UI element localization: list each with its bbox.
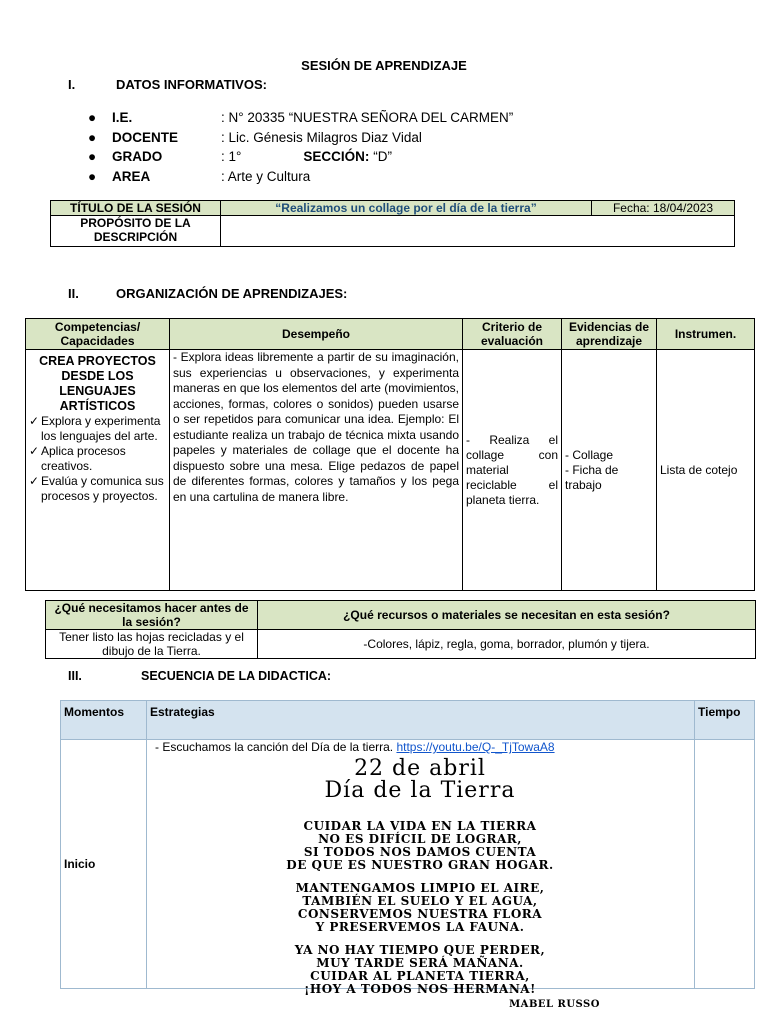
prep-header-before: ¿Qué necesitamos hacer antes de la sesión?	[46, 601, 258, 630]
info-key: DOCENTE	[112, 129, 179, 145]
poem-line: MANTENGAMOS LIMPIO EL AIRE,	[295, 881, 545, 895]
seq-header-tiempo: Tiempo	[695, 701, 755, 740]
poem-line: SI TODOS NOS DAMOS CUENTA	[303, 845, 537, 859]
grado-value: : 1°	[221, 149, 242, 164]
seccion-key: SECCIÓN:	[303, 149, 370, 164]
purpose-label: PROPÓSITO DE LA DESCRIPCIÓN	[51, 216, 221, 247]
capacity-item: ✓ Aplica procesos creativos.	[29, 444, 166, 474]
prep-before-value: Tener listo las hojas recicladas y el dibujo de la Tierra.	[46, 630, 258, 659]
info-value: : Lic. Génesis Milagros Diaz Vidal	[221, 129, 422, 145]
section-1-heading	[68, 77, 267, 92]
session-title-label: TÍTULO DE LA SESIÓN	[51, 201, 221, 216]
song-link[interactable]: https://youtu.be/Q-_TjTowaA8	[396, 740, 555, 754]
section-2-label: ORGANIZACIÓN DE APRENDIZAJES:	[116, 286, 348, 301]
session-title-value: “Realizamos un collage por el día de la tierra”	[221, 201, 592, 216]
section-1-number: I.	[68, 77, 76, 92]
purpose-value	[221, 216, 735, 247]
poem-title: Día de la Tierra	[324, 778, 516, 803]
poem-line: CUIDAR AL PLANETA TIERRA,	[310, 969, 530, 983]
header-competencias: Competencias/ Capacidades	[26, 319, 170, 350]
seq-header-momentos: Momentos	[61, 701, 147, 740]
capacity-item: ✓ Explora y experimenta los lenguajes del arte.	[29, 414, 166, 444]
performance-cell: - Explora ideas libremente a partir de su imaginación, sus experiencias u observaciones, y experimenta maneras en que los elementos del arte (movimientos, acciones, formas, colores o sonidos) pueden usarse o ser repetidos para comunicar una idea. Ejemplo: El estudiante realiza un trabajo de técnica mixta usando papeles y materiales de collage que el docente ha dispuesto sobre una mesa. Elige pedazos de papel de diferentes formas, colores y tamaños y los pega en una cartulina de manera libre.	[170, 350, 463, 591]
seccion-value: “D”	[373, 149, 392, 164]
header-evidencias: Evidencias de aprendizaje	[562, 319, 657, 350]
section-3-number: III.	[68, 669, 82, 683]
info-value: : N° 20335 “NUESTRA SEÑORA DEL CARMEN”	[221, 110, 514, 125]
competence-title: CREA PROYECTOS DESDE LOS LENGUAJES ARTÍSTICOS	[39, 354, 156, 413]
info-key: GRADO	[112, 149, 163, 164]
strategy-text: - Escuchamos la canción del Día de la tierra.	[155, 740, 394, 754]
section-3-label: SECUENCIA DE LA DIDACTICA:	[141, 669, 332, 683]
header-instrumento: Instrumen.	[657, 319, 755, 350]
poem-line: Y PRESERVEMOS LA FAUNA.	[315, 920, 525, 934]
prep-header-resources: ¿Qué recursos o materiales se necesitan en esta sesión?	[258, 601, 756, 630]
header-criterio: Criterio de evaluación	[463, 319, 562, 350]
info-key: AREA	[112, 168, 151, 184]
info-value	[221, 149, 392, 164]
poem-line: CONSERVEMOS NUESTRA FLORA	[297, 907, 543, 921]
organization-table	[25, 318, 755, 591]
capacity-item: ✓ Evalúa y comunica sus procesos y proyectos.	[29, 474, 166, 504]
seq-moment-inicio: Inicio	[61, 740, 147, 989]
instrument-cell: Lista de cotejo	[657, 350, 755, 591]
poem-line: MUY TARDE SERÁ MAÑANA.	[316, 956, 524, 970]
bullet-icon: ●	[88, 168, 97, 184]
poem-stanza-1	[220, 820, 620, 872]
section-2-heading	[68, 286, 347, 301]
section-3-heading	[68, 669, 331, 683]
poem-author: MABEL RUSSO	[509, 999, 600, 1010]
capacity-list	[29, 414, 166, 504]
poem-image	[220, 758, 620, 1011]
bullet-icon: ●	[88, 149, 97, 164]
session-date: Fecha: 18/04/2023	[592, 201, 735, 216]
poem-line: NO ES DIFÍCIL DE LOGRAR,	[318, 832, 522, 846]
evidence-cell	[562, 350, 657, 591]
bullet-icon: ●	[88, 110, 97, 125]
page-title: SESIÓN DE APRENDIZAJE	[301, 58, 467, 73]
preparation-table	[45, 600, 756, 659]
poem-stanza-3	[220, 944, 620, 996]
header-desempeno: Desempeño	[170, 319, 463, 350]
info-value: : Arte y Cultura	[221, 168, 311, 184]
evidence-item: - Collage	[565, 447, 614, 462]
poem-line: CUIDAR LA VIDA EN LA TIERRA	[303, 819, 537, 833]
poem-line: ¡HOY A TODOS NOS HERMANA!	[304, 982, 536, 996]
seq-time-cell	[695, 740, 755, 989]
info-key: I.E.	[112, 110, 133, 125]
session-table	[50, 200, 735, 247]
poem-line: DE QUE ES NUESTRO GRAN HOGAR.	[286, 858, 554, 872]
poem-stanza-2	[220, 882, 620, 934]
seq-header-estrategias: Estrategias	[147, 701, 695, 740]
section-2-number: II.	[68, 286, 79, 301]
section-1-label: DATOS INFORMATIVOS:	[116, 77, 267, 92]
prep-resources-value: -Colores, lápiz, regla, goma, borrador, plumón y tijera.	[258, 630, 756, 659]
poem-line: YA NO HAY TIEMPO QUE PERDER,	[294, 943, 546, 957]
poem-line: TAMBIÉN EL SUELO Y EL AGUA,	[302, 894, 538, 908]
competence-cell	[26, 350, 170, 591]
evidence-item: - Ficha de trabajo	[565, 462, 619, 492]
poem-date: 22 de abril	[354, 756, 486, 781]
bullet-icon: ●	[88, 129, 97, 145]
strategy-line	[155, 740, 691, 754]
criterion-cell: - Realiza el collage con material reciclable el planeta tierra.	[463, 350, 562, 591]
